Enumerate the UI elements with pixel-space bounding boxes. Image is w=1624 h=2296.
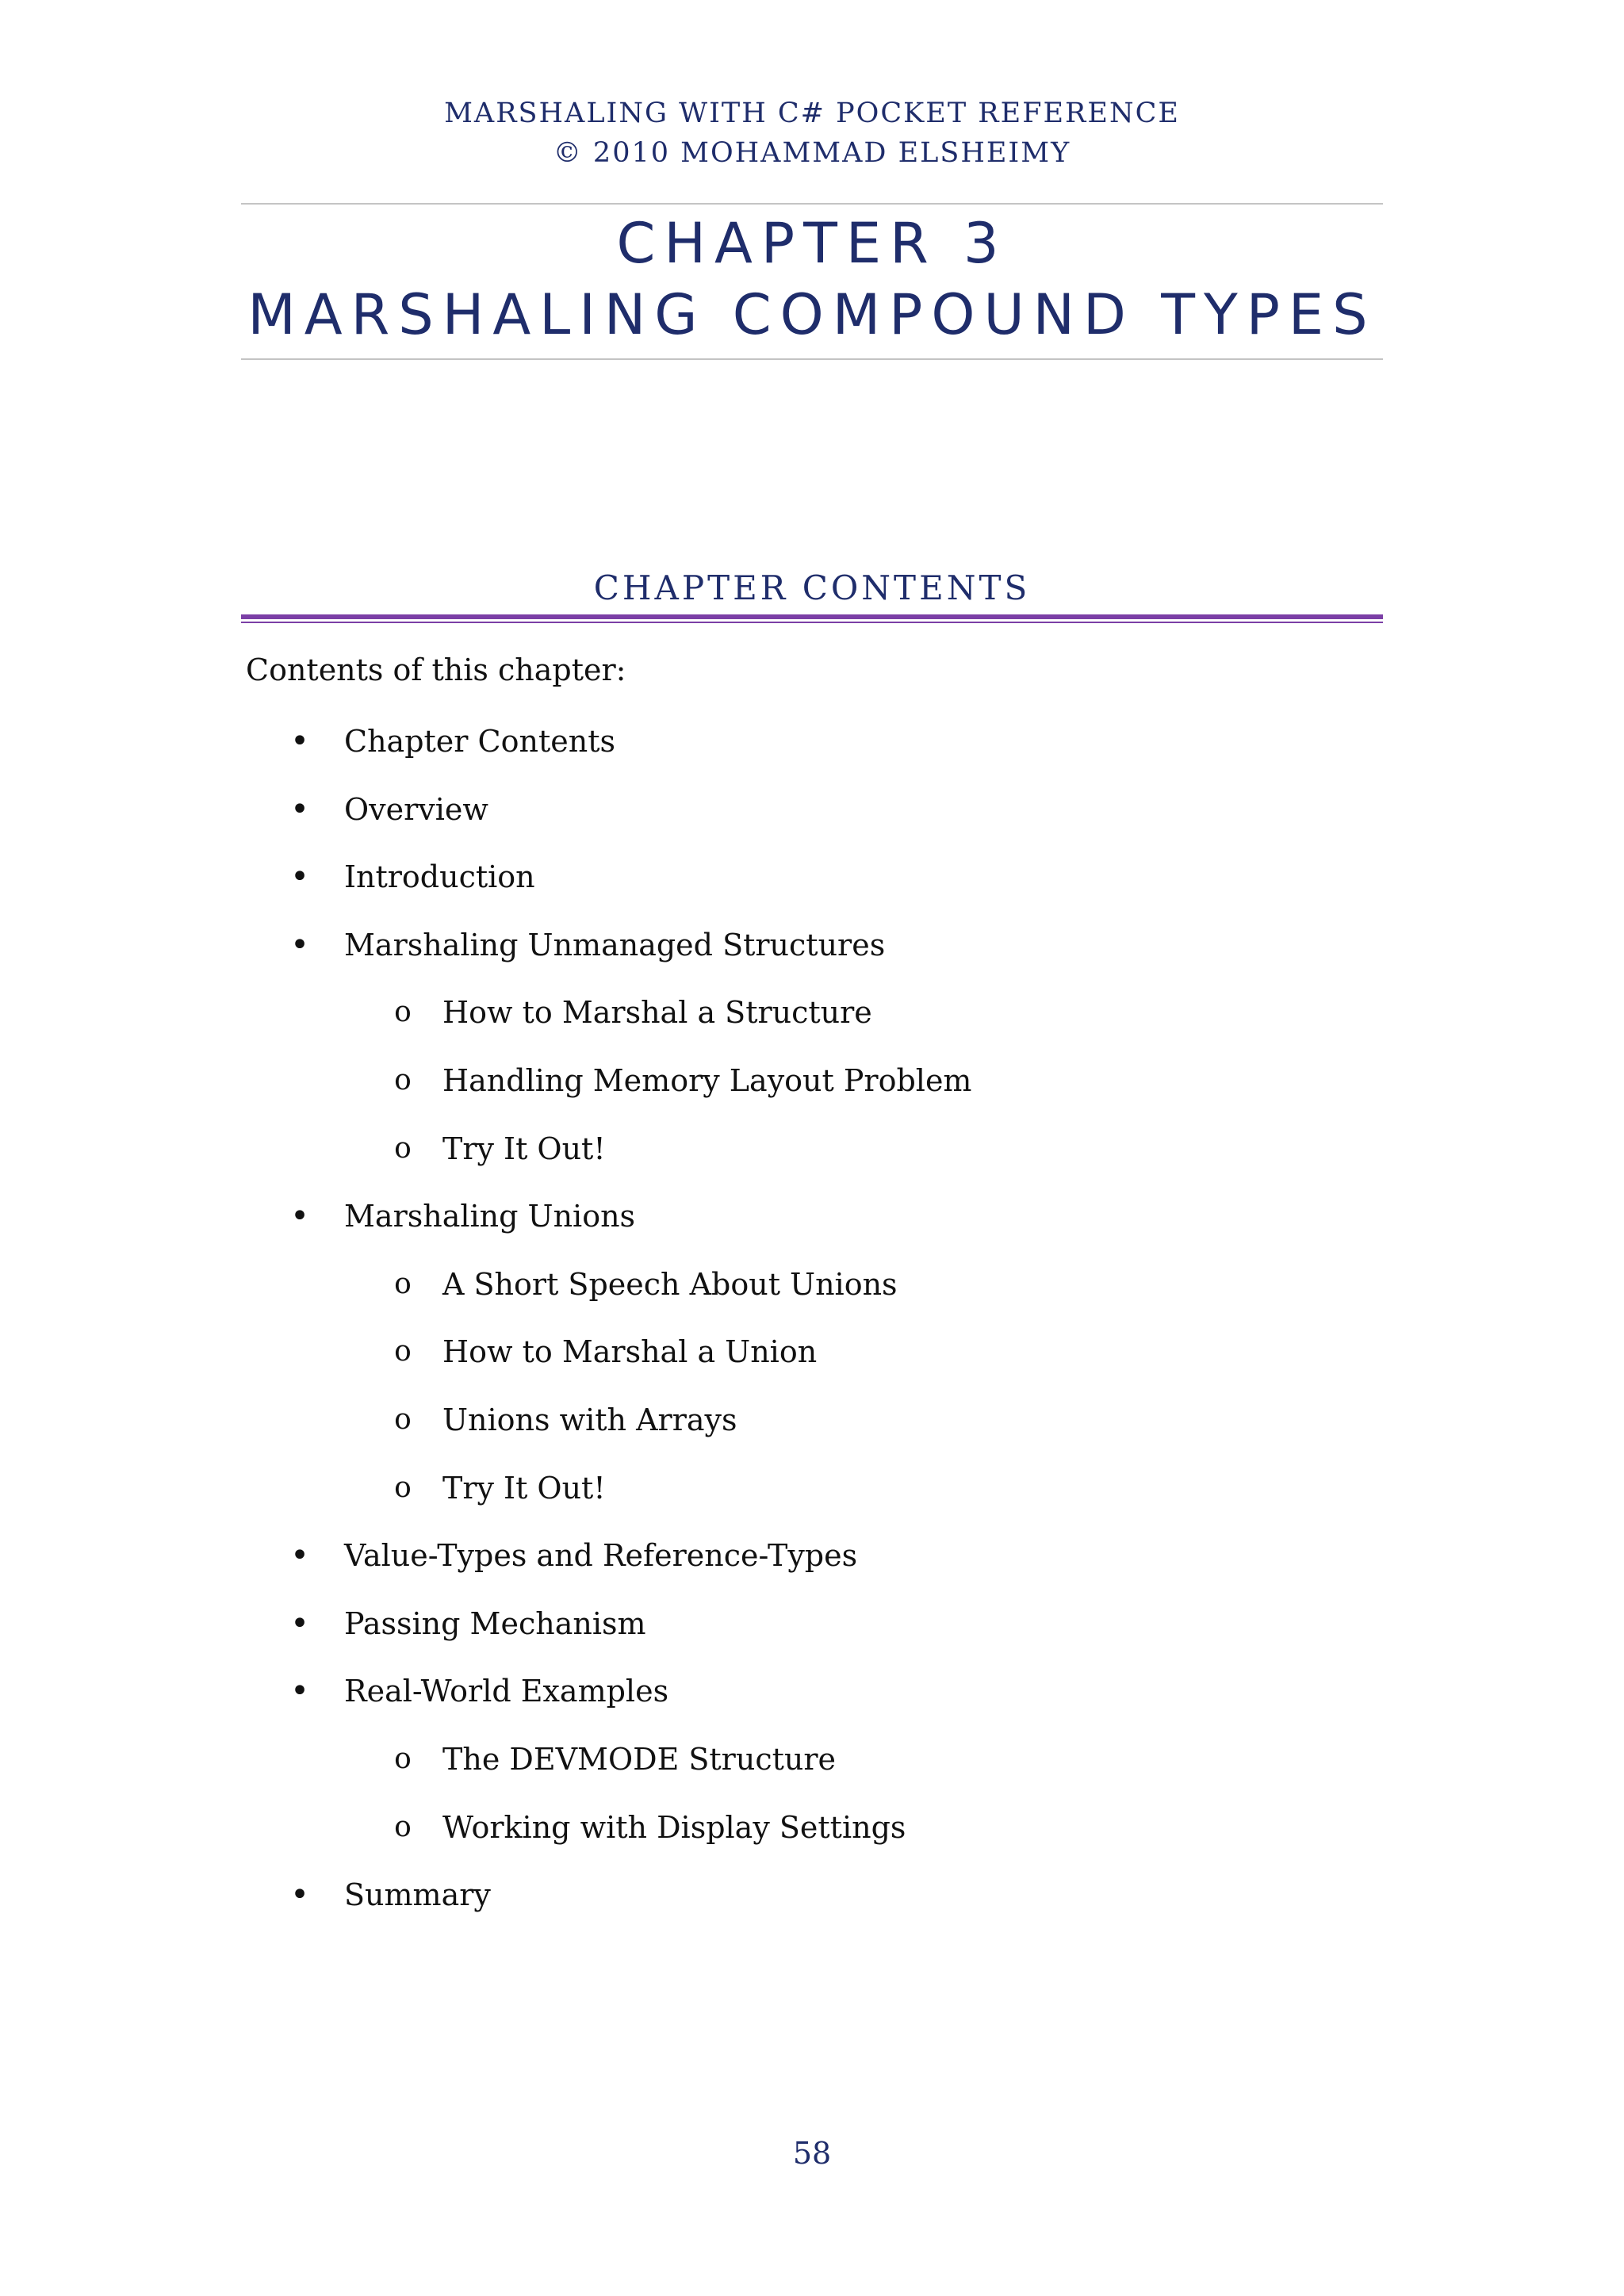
toc-subitem (394, 1125, 606, 1173)
chapter-number: CHAPTER 3 (616, 211, 1008, 276)
toc-subitem (394, 1328, 818, 1376)
contents-intro: Contents of this chapter: (246, 652, 626, 687)
toc-subitem (394, 1057, 972, 1104)
toc-item-label: Try It Out! (442, 1470, 606, 1506)
sub-bullet-marker: o (394, 1810, 412, 1843)
sub-bullet-marker: o (394, 1131, 412, 1165)
toc-item (290, 786, 488, 833)
bullet-marker: • (290, 859, 309, 896)
toc-item (290, 921, 886, 969)
section-heading-rule-thin (241, 622, 1383, 623)
toc-item (290, 1667, 669, 1715)
toc-subitem (394, 1804, 906, 1851)
chapter-title (241, 208, 1383, 350)
toc-item-label: A Short Speech About Unions (442, 1266, 898, 1302)
toc-item-label: Unions with Arrays (442, 1402, 737, 1437)
bullet-marker: • (290, 790, 309, 828)
toc-item (290, 853, 535, 901)
sub-bullet-marker: o (394, 1064, 412, 1096)
running-header-title: MARSHALING WITH C# POCKET REFERENCE (444, 98, 1180, 129)
toc-item-label: Try It Out! (442, 1131, 606, 1166)
toc-item-label: Value-Types and Reference-Types (344, 1538, 858, 1574)
bullet-marker: • (290, 1877, 309, 1914)
toc-item (290, 1600, 646, 1647)
toc-item-label: How to Marshal a Union (442, 1334, 818, 1370)
toc-subitem (394, 1735, 837, 1783)
toc-item-label: The DEVMODE Structure (442, 1742, 837, 1777)
toc-item (290, 1532, 858, 1579)
toc-subitem (394, 1261, 898, 1308)
toc-item (290, 1192, 636, 1240)
bullet-marker: • (290, 1537, 309, 1575)
sub-bullet-marker: o (394, 1335, 412, 1368)
toc-item-label: Introduction (344, 859, 535, 895)
sub-bullet-marker: o (394, 1267, 412, 1300)
sub-bullet-marker: o (394, 1743, 412, 1775)
header-divider-top (241, 203, 1383, 205)
toc-item-label: How to Marshal a Structure (442, 995, 872, 1031)
header-divider-bottom (241, 358, 1383, 360)
sub-bullet-marker: o (394, 1471, 412, 1504)
section-heading: CHAPTER CONTENTS (593, 568, 1031, 607)
sub-bullet-marker: o (394, 1403, 412, 1436)
sub-bullet-marker: o (394, 996, 412, 1029)
bullet-marker: • (290, 723, 309, 760)
bullet-marker: • (290, 1605, 309, 1642)
toc-item-label: Passing Mechanism (344, 1605, 646, 1641)
toc-item-label: Working with Display Settings (442, 1809, 906, 1845)
bullet-marker: • (290, 1673, 309, 1710)
toc-item (290, 718, 615, 765)
toc-subitem (394, 1464, 606, 1512)
bullet-marker: • (290, 926, 309, 963)
toc-item-label: Handling Memory Layout Problem (442, 1063, 972, 1098)
toc-item-label: Summary (344, 1877, 491, 1913)
bullet-marker: • (290, 1198, 309, 1235)
toc-item-label: Overview (344, 791, 488, 827)
toc-subitem (394, 1396, 737, 1444)
toc-item-label: Marshaling Unmanaged Structures (344, 927, 886, 962)
page-number: 58 (792, 2136, 832, 2171)
toc-subitem (394, 989, 872, 1036)
toc-item-label: Marshaling Unions (344, 1199, 636, 1234)
running-header-copyright: © 2010 MOHAMMAD ELSHEIMY (553, 137, 1071, 169)
toc-item-label: Chapter Contents (344, 724, 615, 759)
toc-item-label: Real-World Examples (344, 1674, 669, 1709)
section-heading-rule (241, 614, 1383, 619)
running-header (0, 94, 1624, 173)
toc-item (290, 1871, 491, 1919)
chapter-name: MARSHALING COMPOUND TYPES (247, 282, 1377, 347)
